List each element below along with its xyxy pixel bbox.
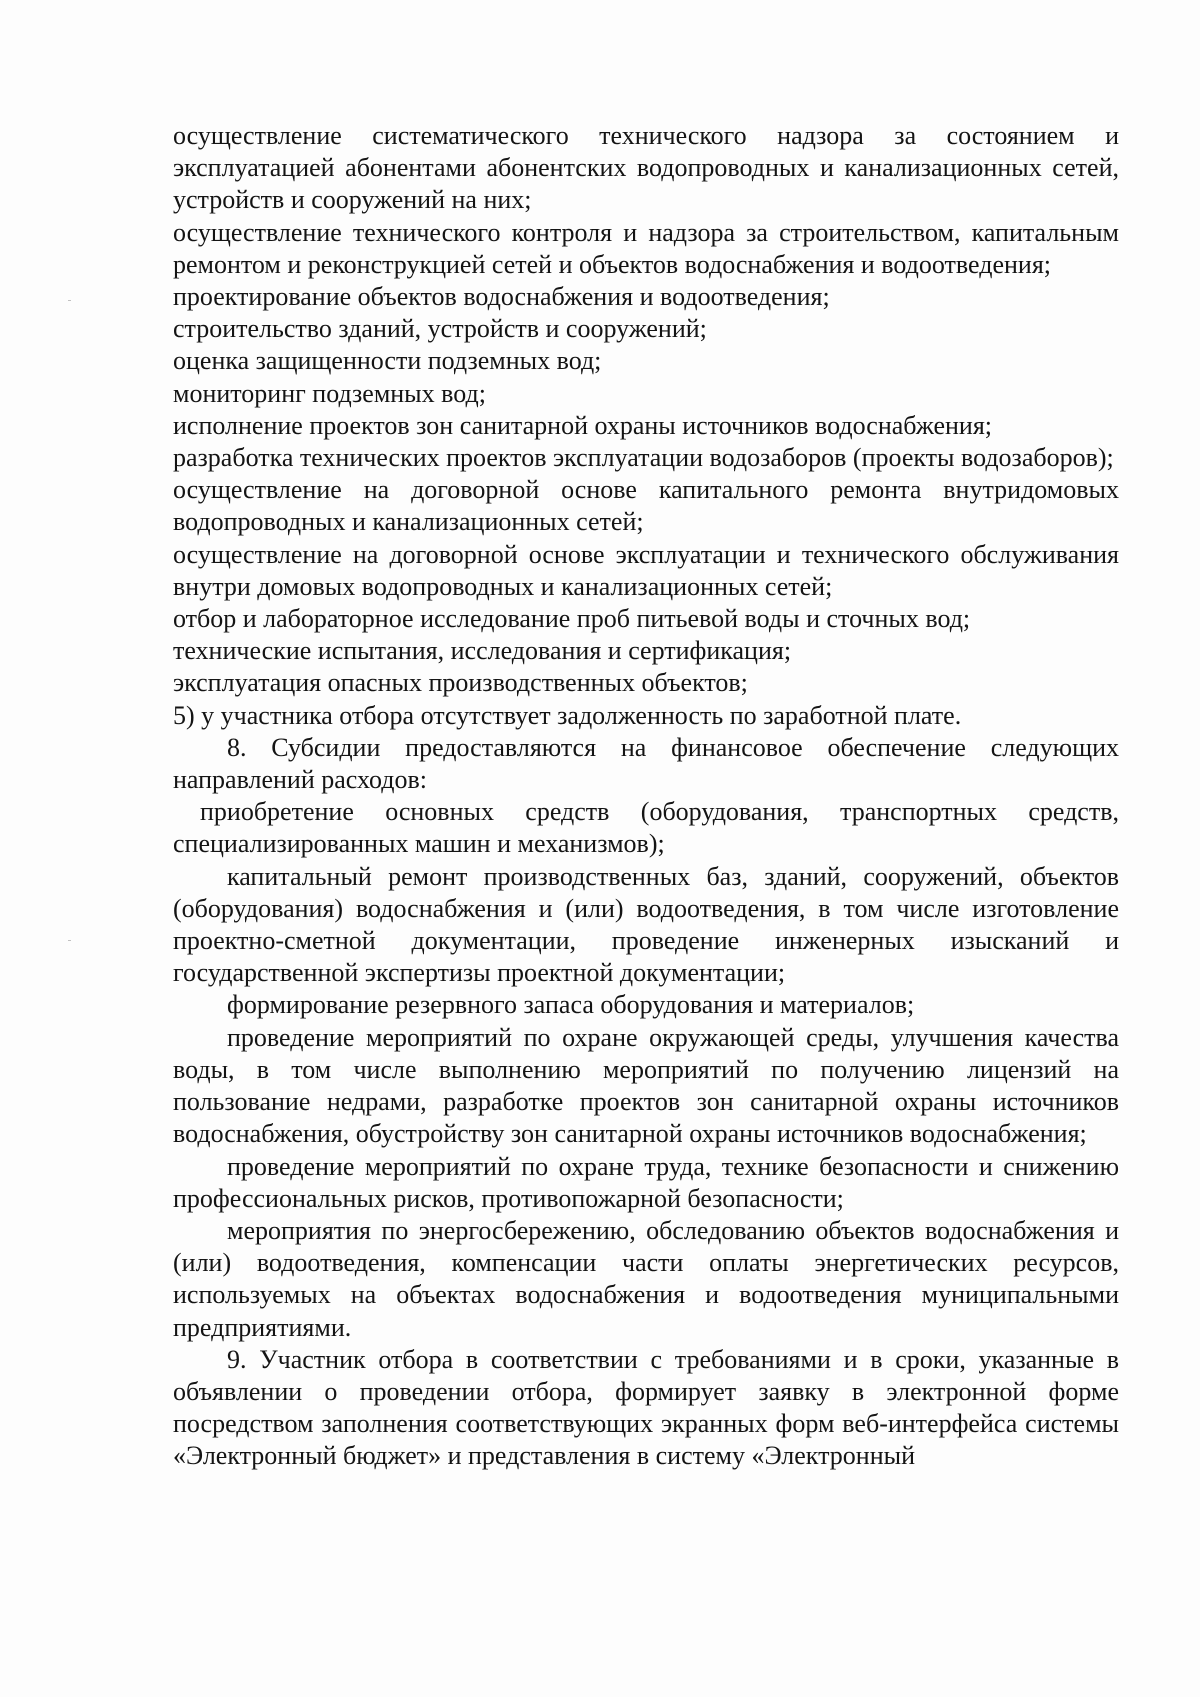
paragraph: осуществление на договорной основе капитального ремонта внутридомовых водопроводных и канализационных сетей; bbox=[173, 475, 1119, 537]
paragraph: проведение мероприятий по охране труда, технике безопасности и снижению профессиональных рисков, противопожарной безопасности; bbox=[173, 1151, 1119, 1213]
paragraph: осуществление технического контроля и надзора за строительством, капитальным ремонтом и реконструкцией сетей и объектов водоснабжения и водоотведения; bbox=[173, 217, 1119, 279]
paragraph: разработка технических проектов эксплуатации водозаборов (проекты водозаборов); bbox=[173, 443, 1114, 473]
paragraph: отбор и лабораторное исследование проб питьевой воды и сточных вод; bbox=[173, 604, 971, 634]
scan-artifact bbox=[68, 300, 71, 301]
paragraph: формирование резервного запаса оборудования и материалов; bbox=[227, 990, 915, 1020]
document-body bbox=[173, 120, 1119, 1473]
paragraph: 9. Участник отбора в соответствии с требованиями и в сроки, указанные в объявлении о проведении отбора, формирует заявку в электронной форме посредством заполнения соответствующих экранных форм веб-интерфейса системы «Электронный бюджет» и представления в систему «Электронный bbox=[173, 1344, 1119, 1471]
paragraph: приобретение основных средств (оборудования, транспортных средств, специализированных машин и механизмов); bbox=[173, 797, 1119, 859]
paragraph: исполнение проектов зон санитарной охраны источников водоснабжения; bbox=[173, 410, 993, 440]
scan-artifact bbox=[68, 940, 71, 941]
paragraph: 5) у участника отбора отсутствует задолженность по заработной плате. bbox=[173, 700, 962, 730]
paragraph: проведение мероприятий по охране окружающей среды, улучшения качества воды, в том числе выполнению мероприятий по получению лицензий на пользование недрами, разработке проектов зон санитарной охраны источников водоснабжения, обустройству зон санитарной охраны источников водоснабжения; bbox=[173, 1022, 1119, 1149]
paragraph: строительство зданий, устройств и сооружений; bbox=[173, 314, 707, 344]
paragraph: капитальный ремонт производственных баз, зданий, сооружений, объектов (оборудования) водоснабжения и (или) водоотведения, в том числе изготовление проектно-сметной документации, проведение инженерных изысканий и государственной экспертизы проектной документации; bbox=[173, 861, 1119, 988]
paragraph: мониторинг подземных вод; bbox=[173, 378, 486, 408]
paragraph: эксплуатация опасных производственных объектов; bbox=[173, 668, 748, 698]
paragraph: мероприятия по энергосбережению, обследованию объектов водоснабжения и (или) водоотведения, компенсации части оплаты энергетических ресурсов, используемых на объектах водоснабжения и водоотведения муниципальными предприятиями. bbox=[173, 1215, 1119, 1342]
paragraph: технические испытания, исследования и сертификация; bbox=[173, 636, 792, 666]
paragraph: осуществление систематического технического надзора за состоянием и эксплуатацией абонентами абонентских водопроводных и канализационных сетей, устройств и сооружений на них; bbox=[173, 121, 1119, 215]
paragraph: 8. Субсидии предоставляются на финансовое обеспечение следующих направлений расходов: bbox=[173, 732, 1119, 795]
paragraph: осуществление на договорной основе эксплуатации и технического обслуживания внутри домовых водопроводных и канализационных сетей; bbox=[173, 539, 1119, 601]
paragraph: проектирование объектов водоснабжения и водоотведения; bbox=[173, 282, 830, 312]
paragraph: оценка защищенности подземных вод; bbox=[173, 346, 602, 376]
